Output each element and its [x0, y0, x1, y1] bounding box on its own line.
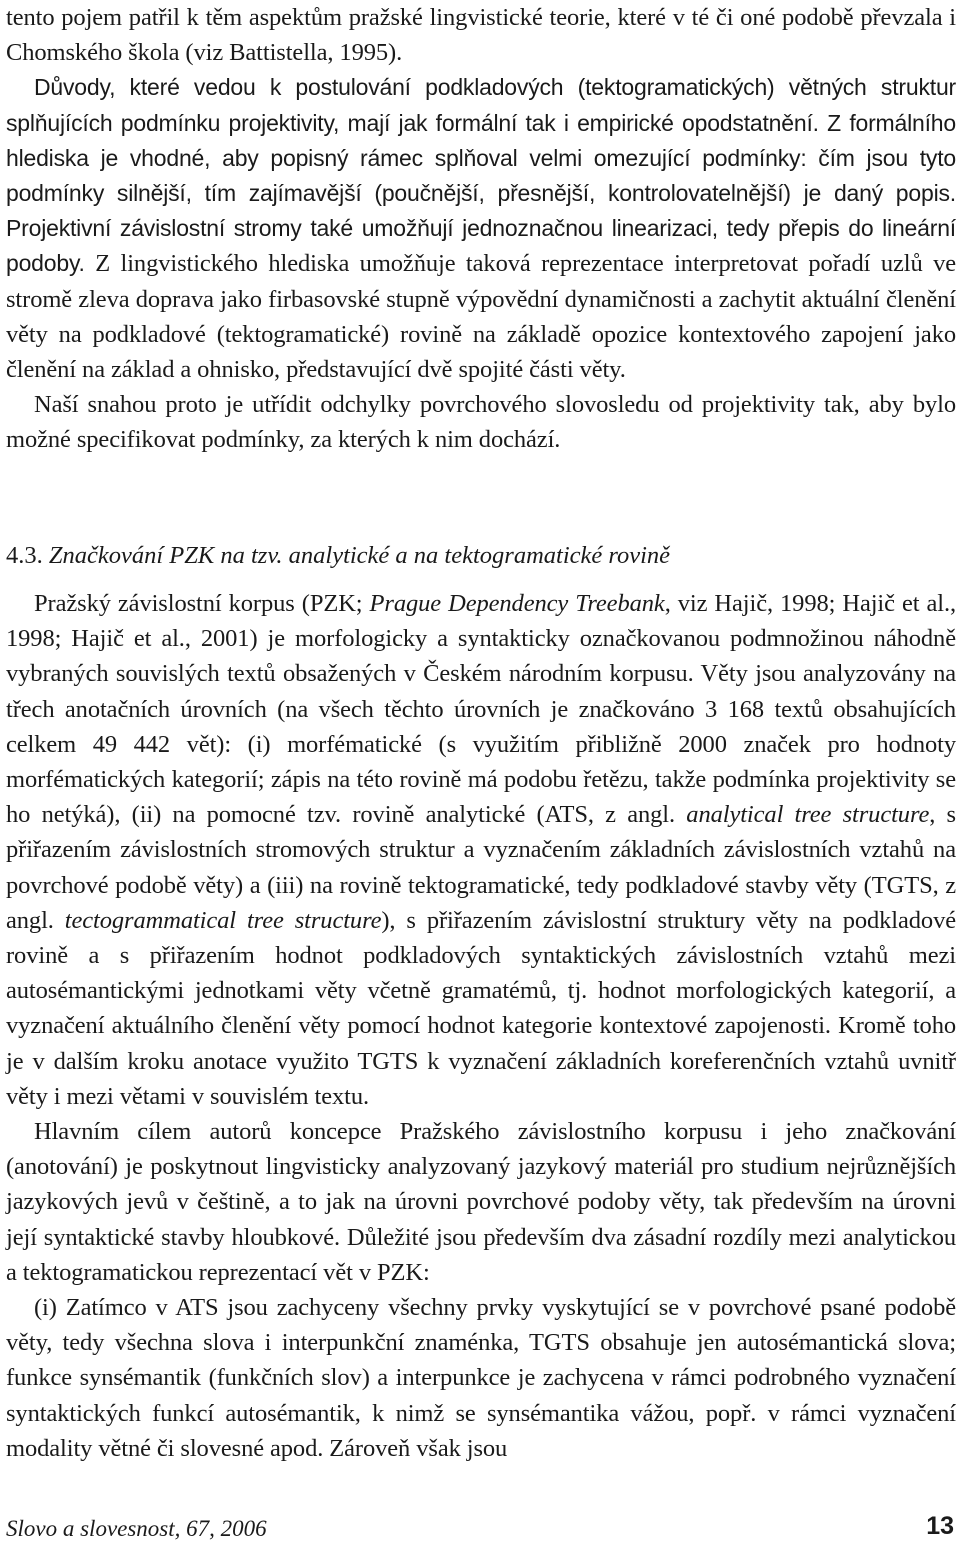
pzk-text-3: , s přiřazením závislostních stromových struktur a vyznačením základních závislostních vztahů na povrchové podobě věty) a (iii) na rovině tektogramatické, tedy podkladové stavby věty (TGTS, z angl.: [6, 801, 956, 934]
paragraph-reasons: [6, 70, 956, 387]
paragraph-pzk: [6, 586, 956, 1114]
pzk-term-ats: analytical tree structure: [686, 801, 930, 829]
section-title: Značkování PZK na tzv. analytické a na tektogramatické rovině: [48, 542, 671, 569]
section-text-block: [6, 586, 956, 1466]
footer-page-number: 13: [926, 1512, 954, 1540]
paragraph-reasons-lead: Důvody, které vedou k postulování podkladových (tektogramatických) větných struktur splňujících podmínku projektivity, mají jak formální tak i empirické opodstatnění.: [6, 74, 956, 136]
paragraph-continuation: tento pojem patřil k těm aspektům pražské lingvistické teorie, které v té či oné podobě převzala i Chomského škola (viz Battistella, 1995).: [6, 4, 956, 67]
pzk-term-pdt: Prague Dependency Treebank: [369, 590, 665, 617]
pzk-text-1: Pražský závislostní korpus (PZK;: [34, 590, 370, 617]
paragraph-reasons-formal: Z formálního hlediska je vhodné, aby popisný rámec splňoval velmi omezující podmínky: čím jsou tyto podmínky silnější, tím zajímavější (poučnější, přesnější, kontrolovatelnější) je daný popis. Projektivní závislostní stromy také umožňují jednoznačnou linearizaci, tedy přepis do lineární podoby.: [6, 109, 956, 277]
pzk-term-tgts: tectogrammatical tree structure: [64, 906, 382, 934]
pzk-text-4: ), s přiřazením závislostní struktury věty na podkladové rovině a s přiřazením hodnot podkladových syntaktických závislostních vztahů mezi autosémantickými jednotkami věty včetně gramatémů, tj. hodnot morfologických kategorií, a vyznačení aktuálního členění věty pomocí hodnot kategorie kontextové zapojenosti. Kromě toho je v dalším kroku anotace využito TGTS k vyznačení základních koreferenčních vztahů uvnitř věty i mezi větami v souvislém textu.: [6, 906, 957, 1110]
paragraph-goal: Hlavním cílem autorů koncepce Pražského závislostního korpusu i jeho značkování (anotování) je poskytnout lingvisticky analyzovaný jazykový materiál pro studium nejrůznějších jazykových jevů v češtině, a to jak na úrovni povrchové podoby věty, tak především na úrovni její syntaktické stavby hloubkové. Důležité jsou především dva zásadní rozdíly mezi analytickou a tektogramatickou reprezentací vět v PZK:: [6, 1118, 956, 1286]
pzk-text-2: , viz Hajič, 1998; Hajič et al., 1998; Hajič et al., 2001) je morfologicky a syntakticky označkovanou podmnožinou náhodně vybraných souvislých textů obsažených v Českém národním korpusu. Věty jsou analyzovány na třech anotačních úrovních (na všech těchto úrovních je značkováno 3 168 textů obsahujících celkem 49 442 vět): (i) morfématické (s využitím přibližně 2000 značek pro hodnoty morfématických kategorií; zápis na této rovině má podobu řetězu, takže podmínka projektivity se ho netýká), (ii) na pomocné tzv. rovině analytické (ATS, z angl.: [6, 590, 956, 829]
section-heading: [6, 538, 670, 573]
paragraph-aim: Naší snahou proto je utřídit odchylky povrchového slovosledu od projektivity tak, aby bylo možné specifikovat podmínky, za kterých k nim dochází.: [6, 391, 956, 454]
footer-journal: Slovo a slovesnost, 67, 2006: [6, 1516, 267, 1541]
paragraph-reasons-linguistic: Z lingvistického hlediska umožňuje taková reprezentace interpretovat pořadí uzlů ve stromě zleva doprava jako firbasovské stupně výpovědní dynamičnosti a zachytit aktuální členění věty na podkladové (tektogramatické) rovině na základě opozice kontextového zapojení jako členění na základ a ohnisko, představující dvě spojité části věty.: [6, 250, 956, 384]
paragraph-difference-i: (i) Zatímco v ATS jsou zachyceny všechny prvky vyskytující se v povrchové psané podobě věty, tedy všechna slova i interpunkční znaménka, TGTS obsahuje jen autosémantická slova; funkce synsémantik (funkčních slov) a interpunkce je zachycena v rámci podrobného vyznačení syntaktických funkcí autosémantik, k nimž se synsémantika vážou, popř. v rámci vyznačení modality větné či slovesné apod. Zároveň však jsou: [6, 1294, 956, 1462]
intro-text-block: [6, 0, 956, 458]
section-number: 4.3.: [6, 542, 43, 569]
